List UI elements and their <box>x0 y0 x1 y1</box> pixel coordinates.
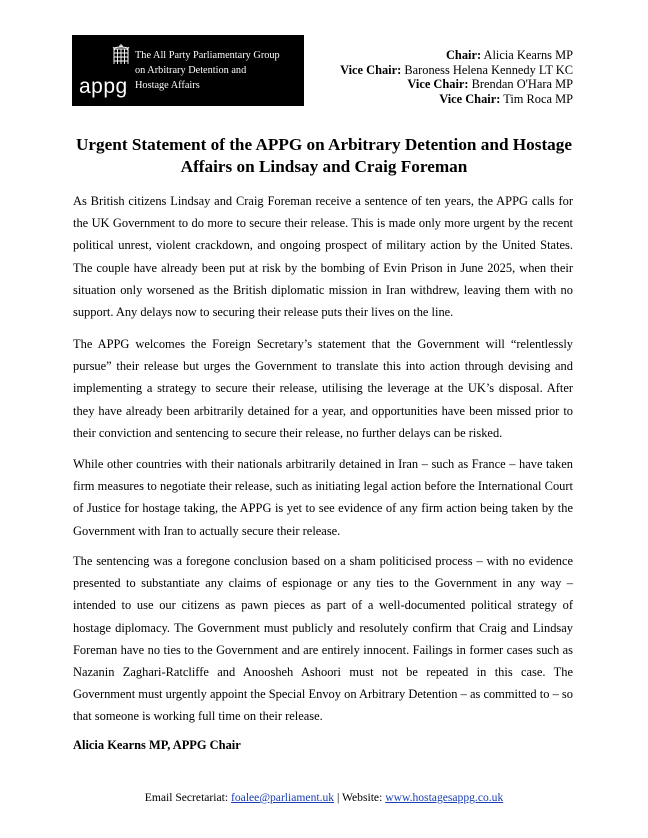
logo-wordmark: appg <box>79 75 128 98</box>
title-line: Affairs on Lindsay and Craig Foreman <box>180 157 468 176</box>
org-line: Hostage Affairs <box>135 80 200 91</box>
org-line: on Arbitrary Detention and <box>135 65 247 76</box>
footer <box>0 791 648 804</box>
body-paragraph: As British citizens Lindsay and Craig Foreman receive a sentence of ten years, the APPG calls for the UK Government to do more to secure their release. This is made only more urgent by the recent political unrest, violent crackdown, and ongoing prospect of military action by the United States. The couple have already been put at risk by the bombing of Evin Prison in June 2025, when their situation only worsened as the British diplomatic mission in Iran withdrew, leaving them with no support. Any delays now to securing their release puts their lives on the line. <box>73 194 573 320</box>
officer-role: Vice Chair: <box>439 92 501 107</box>
email-label: Email Secretariat: <box>144 791 229 804</box>
document-title <box>60 134 588 178</box>
officer-name: Brendan O'Hara MP <box>471 77 573 92</box>
email-link[interactable]: foalee@parliament.uk <box>231 791 335 804</box>
org-name <box>135 48 280 93</box>
officer-role: Chair: <box>445 48 482 62</box>
body-paragraph: The sentencing was a foregone conclusion based on a sham politicised process – with no evidence presented to substantiate any claims of espionage or any ties to the Government in any way – intended to use our citizens as pawn pieces as part of a well-documented political strategy of hostage diplomacy. The Government must publicly and resolutely confirm that Craig and Lindsay Foreman have no ties to the Government and are entirely innocent. Failings in former cases such as Nazanin Zaghari-Ratcliffe and Anoosheh Ashoori must not be repeated in this case. The Government must urgently appoint the Special Envoy on Arbitrary Detention – as committed to – so that someone is working full time on their release. <box>73 554 573 724</box>
officer-row <box>340 48 573 63</box>
org-line: The All Party Parliamentary Group <box>135 50 280 61</box>
signature: Alicia Kearns MP, APPG Chair <box>73 738 241 752</box>
body-paragraph: While other countries with their nationals arbitrarily detained in Iran – such as France – have taken firm measures to negotiate their release, such as initiating legal action before the International Court of Justice for hostage taking, the APPG is yet to see evidence of any firm action being taken by the Government with Iran to actually secure their release. <box>73 457 573 538</box>
officer-row <box>340 63 573 78</box>
website-link[interactable]: www.hostagesappg.co.uk <box>385 791 504 804</box>
body-paragraph: The APPG welcomes the Foreign Secretary’s statement that the Government will “relentlessly pursue” their release but urges the Government to translate this into action through devising and implementing a strategy to secure their release, utilising the leverage at the UK’s disposal. After they have already been arbitrarily detained for a year, and opportunities have been missed prior to their conviction and sentencing to secure their release, no further delays can be risked. <box>73 337 573 440</box>
officers-list <box>340 48 573 107</box>
officer-name: Tim Roca MP <box>503 92 573 107</box>
officer-role: Vice Chair: <box>340 62 402 77</box>
appg-logo <box>72 35 304 106</box>
footer-separator: | <box>336 791 340 804</box>
officer-name: Alicia Kearns MP <box>483 48 573 62</box>
website-label: Website: <box>342 791 383 804</box>
portcullis-icon <box>112 44 130 68</box>
officer-row <box>340 77 573 92</box>
officer-role: Vice Chair: <box>407 77 469 92</box>
officer-name: Baroness Helena Kennedy LT KC <box>404 62 573 77</box>
title-line: Urgent Statement of the APPG on Arbitrary Detention and Hostage <box>76 135 572 154</box>
officer-row <box>340 92 573 107</box>
